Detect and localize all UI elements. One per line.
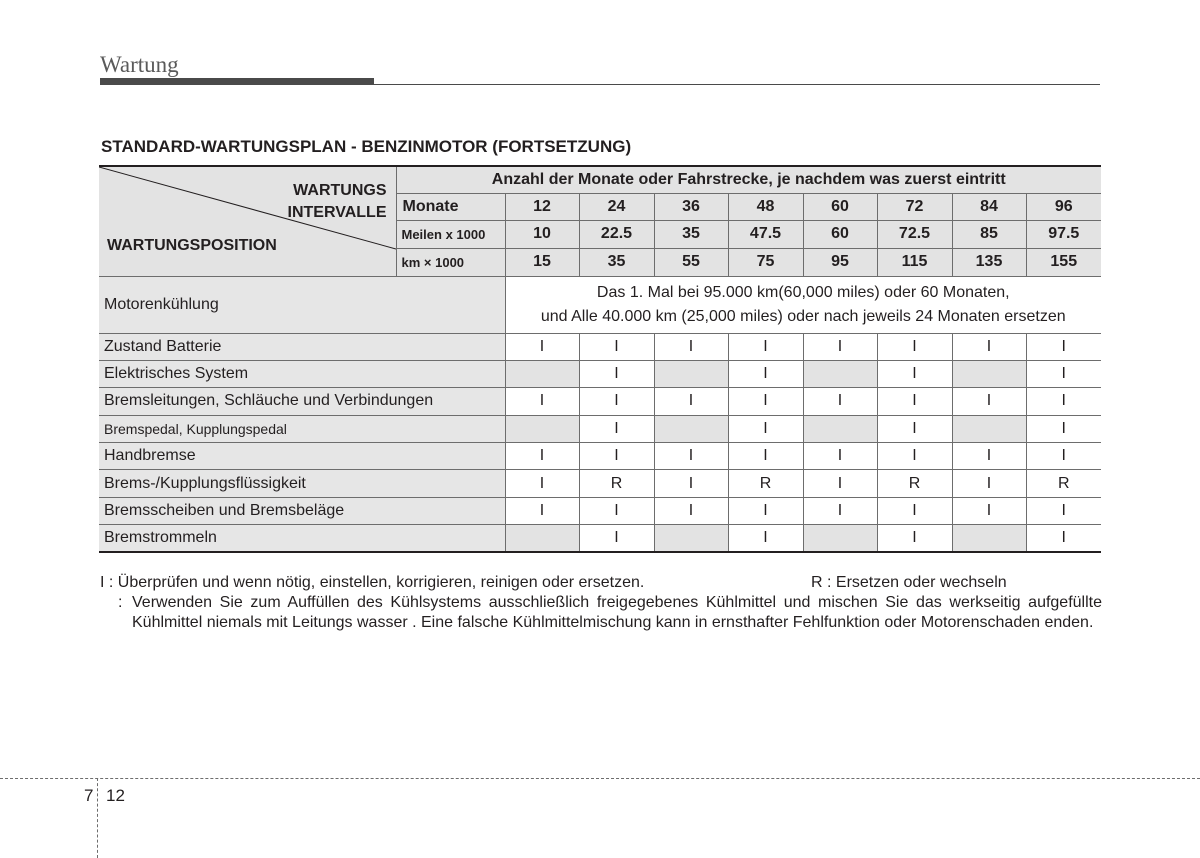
row-item-label: Bremsleitungen, Schläuche und Verbindungen: [99, 388, 505, 415]
empty-cell: [654, 525, 728, 552]
inspection-cell: R: [1026, 470, 1101, 497]
inspection-cell: I: [952, 388, 1026, 415]
header-value: 96: [1026, 193, 1101, 220]
inspection-cell: I: [728, 360, 803, 387]
header-value: 15: [505, 248, 579, 276]
table-title: STANDARD-WARTUNGSPLAN - BENZINMOTOR (FORTSETZUNG): [101, 137, 632, 156]
empty-cell: [952, 415, 1026, 442]
inspection-cell: I: [654, 497, 728, 524]
header-value: 35: [654, 220, 728, 248]
inspection-cell: I: [877, 360, 952, 387]
empty-cell: [505, 415, 579, 442]
header-value: 95: [803, 248, 877, 276]
inspection-cell: I: [1026, 360, 1101, 387]
empty-cell: [803, 415, 877, 442]
header-value: 35: [579, 248, 654, 276]
inspection-cell: I: [1026, 415, 1101, 442]
empty-cell: [505, 360, 579, 387]
inspection-cell: I: [505, 470, 579, 497]
legend: [100, 573, 1102, 633]
row-item-label: Elektrisches System: [99, 360, 505, 387]
inspection-cell: I: [579, 388, 654, 415]
inspection-cell: I: [1026, 388, 1101, 415]
empty-cell: [952, 525, 1026, 552]
inspection-cell: R: [877, 470, 952, 497]
legend-note-text: Verwenden Sie zum Auffüllen des Kühlsystems ausschließlich freigegebenes Kühlmittel und mischen Sie das werkseitig aufgefüllte Kühlmittel niemals mit Leitungs wasser . Eine falsche Kühlmittelmischung kann in ernsthafter Fehlfunktion oder Motorenschaden enden.: [132, 594, 1102, 631]
inspection-cell: I: [579, 415, 654, 442]
header-value: 72: [877, 193, 952, 220]
inspection-cell: I: [1026, 443, 1101, 470]
header-rule-thin: [374, 84, 1100, 85]
empty-cell: [654, 415, 728, 442]
inspection-cell: I: [728, 525, 803, 552]
section-title: Wartung: [100, 52, 179, 77]
inspection-cell: R: [579, 470, 654, 497]
inspection-cell: R: [728, 470, 803, 497]
inspection-cell: I: [579, 525, 654, 552]
empty-cell: [803, 360, 877, 387]
header-value: 10: [505, 220, 579, 248]
inspection-cell: I: [505, 388, 579, 415]
inspection-cell: I: [579, 333, 654, 360]
inspection-cell: I: [952, 333, 1026, 360]
table-row: [99, 415, 1101, 442]
inspection-cell: I: [952, 443, 1026, 470]
inspection-cell: I: [877, 333, 952, 360]
table-row: [99, 497, 1101, 524]
inspection-cell: I: [728, 333, 803, 360]
inspection-cell: I: [803, 470, 877, 497]
row-item-label: Zustand Batterie: [99, 333, 505, 360]
header-value: 72.5: [877, 220, 952, 248]
inspection-cell: I: [728, 497, 803, 524]
legend-i-text: I : Überprüfen und wenn nötig, einstellen, korrigieren, reinigen oder ersetzen.: [100, 574, 645, 591]
inspection-cell: I: [654, 443, 728, 470]
inspection-cell: I: [877, 525, 952, 552]
header-value: 97.5: [1026, 220, 1101, 248]
header-value: 55: [654, 248, 728, 276]
legend-r-text: R : Ersetzen oder wechseln: [811, 574, 1007, 591]
table-row: [99, 443, 1101, 470]
empty-cell: [505, 525, 579, 552]
maintenance-rows: [99, 333, 1101, 552]
header-rule-thick: [100, 78, 374, 85]
header-value: 115: [877, 248, 952, 276]
footer-dashed-divider: [97, 778, 98, 858]
table-row-coolant: [99, 276, 1101, 333]
row-item-label: Brems-/Kupplungsflüssigkeit: [99, 470, 505, 497]
inspection-cell: I: [803, 497, 877, 524]
inspection-cell: I: [579, 360, 654, 387]
header-value: 60: [803, 220, 877, 248]
coolant-note-line1: Das 1. Mal bei 95.000 km(60,000 miles) oder 60 Monaten,: [596, 283, 1010, 301]
table-row: [99, 388, 1101, 415]
maintenance-table: [99, 165, 1101, 553]
empty-cell: [654, 360, 728, 387]
header-value: 12: [505, 193, 579, 220]
inspection-cell: I: [877, 497, 952, 524]
inspection-cell: I: [803, 388, 877, 415]
header-value: 75: [728, 248, 803, 276]
inspection-cell: I: [728, 443, 803, 470]
corner-label-wartungs: WARTUNGS: [293, 182, 387, 199]
corner-label-intervalle: INTERVALLE: [287, 204, 387, 221]
inspection-cell: I: [505, 497, 579, 524]
header-value: 22.5: [579, 220, 654, 248]
header-value: 85: [952, 220, 1026, 248]
header-value: 84: [952, 193, 1026, 220]
inspection-cell: I: [952, 470, 1026, 497]
header-value: 60: [803, 193, 877, 220]
inspection-cell: I: [505, 443, 579, 470]
header-value: 135: [952, 248, 1026, 276]
inspection-cell: I: [1026, 497, 1101, 524]
legend-note: [100, 593, 1102, 633]
inspection-cell: I: [728, 415, 803, 442]
table-row: [99, 360, 1101, 387]
row-item-label: Bremspedal, Kupplungspedal: [99, 415, 505, 442]
legend-note-marker: :: [118, 594, 123, 611]
inspection-cell: I: [803, 443, 877, 470]
table-row: [99, 333, 1101, 360]
inspection-cell: I: [579, 497, 654, 524]
interval-span-header: Anzahl der Monate oder Fahrstrecke, je nachdem was zuerst eintritt: [396, 166, 1101, 193]
inspection-cell: I: [1026, 525, 1101, 552]
empty-cell: [952, 360, 1026, 387]
empty-cell: [803, 525, 877, 552]
coolant-note-line2: und Alle 40.000 km (25,000 miles) oder nach jeweils 24 Monaten ersetzen: [540, 307, 1066, 325]
header-corner-cell: [99, 166, 396, 276]
row-item-label: Bremstrommeln: [99, 525, 505, 552]
chapter-number: 7: [84, 786, 94, 805]
header-value: 36: [654, 193, 728, 220]
header-label: km × 1000: [396, 248, 505, 276]
header-value: 24: [579, 193, 654, 220]
header-label: Monate: [396, 193, 505, 220]
inspection-cell: I: [877, 415, 952, 442]
footer-dashed-rule: [0, 778, 1200, 779]
legend-line-1: [100, 573, 1102, 593]
inspection-cell: I: [952, 497, 1026, 524]
page-number: 12: [106, 786, 125, 805]
inspection-cell: I: [877, 443, 952, 470]
inspection-cell: I: [877, 388, 952, 415]
table-row: [99, 525, 1101, 552]
inspection-cell: I: [654, 388, 728, 415]
header-label: Meilen x 1000: [396, 220, 505, 248]
inspection-cell: I: [654, 470, 728, 497]
inspection-cell: I: [654, 333, 728, 360]
row-item-label: Bremsscheiben und Bremsbeläge: [99, 497, 505, 524]
inspection-cell: I: [1026, 333, 1101, 360]
corner-label-wartungsposition: WARTUNGSPOSITION: [107, 237, 277, 254]
header-value: 47.5: [728, 220, 803, 248]
inspection-cell: I: [728, 388, 803, 415]
inspection-cell: I: [803, 333, 877, 360]
table-row: [99, 470, 1101, 497]
coolant-note: [505, 276, 1101, 333]
header-value: 48: [728, 193, 803, 220]
inspection-cell: I: [505, 333, 579, 360]
row-item-label: Handbremse: [99, 443, 505, 470]
row-item-label: Motorenkühlung: [99, 276, 505, 333]
inspection-cell: I: [579, 443, 654, 470]
header-value: 155: [1026, 248, 1101, 276]
